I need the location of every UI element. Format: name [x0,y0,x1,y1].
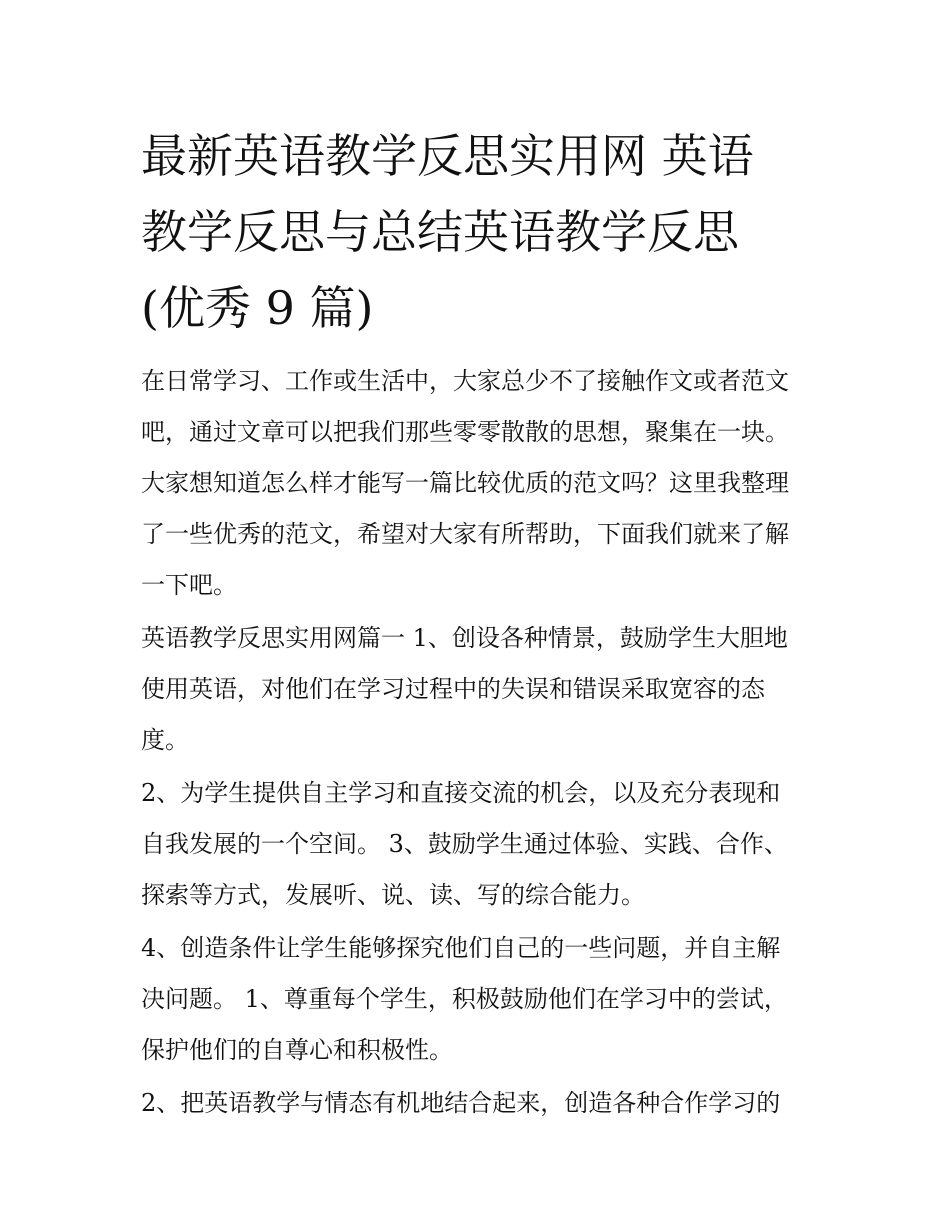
body-paragraph [141,923,811,1076]
paragraph-line: 探索等方式，发展听、说、读、写的综合能力。 [141,881,645,909]
document-page [141,118,811,1131]
paragraph-line: 大家想知道怎么样才能写一篇比较优质的范文吗？这里我整理 [141,469,789,497]
title-line: (优秀 9 篇) [141,281,374,335]
body-paragraph [141,768,811,921]
paragraph-line: 自我发展的一个空间。 3、鼓励学生通过体验、实践、合作、 [141,830,788,858]
body-paragraph [141,613,811,766]
title-line: 教学反思与总结英语教学反思 [141,205,739,259]
paragraph-line: 英语教学反思实用网篇一 1、创设各种情景，鼓励学生大胆地 [141,624,788,652]
paragraph-line: 2、为学生提供自主学习和直接交流的机会，以及充分表现和 [141,779,781,807]
document-title [141,118,811,346]
paragraph-line: 一下吧。 [141,571,237,599]
body-paragraph [141,1078,811,1129]
paragraph-line: 在日常学习、工作或生活中，大家总少不了接触作文或者范文 [141,367,789,395]
paragraph-line: 保护他们的自尊心和积极性。 [141,1036,453,1064]
title-line: 最新英语教学反思实用网 英语 [141,129,754,183]
paragraph-line: 了一些优秀的范文，希望对大家有所帮助，下面我们就来了解 [141,520,789,548]
paragraph-line: 度。 [141,726,189,754]
paragraph-line: 4、创造条件让学生能够探究他们自己的一些问题，并自主解 [141,934,781,962]
paragraph-line: 吧，通过文章可以把我们那些零零散散的思想，聚集在一块。 [141,418,789,446]
intro-paragraph [141,356,811,611]
paragraph-line: 使用英语，对他们在学习过程中的失误和错误采取宽容的态 [141,675,765,703]
paragraph-line: 决问题。 1、尊重每个学生，积极鼓励他们在学习中的尝试， [141,985,788,1013]
paragraph-line: 2、把英语教学与情态有机地结合起来，创造各种合作学习的 [141,1089,781,1117]
